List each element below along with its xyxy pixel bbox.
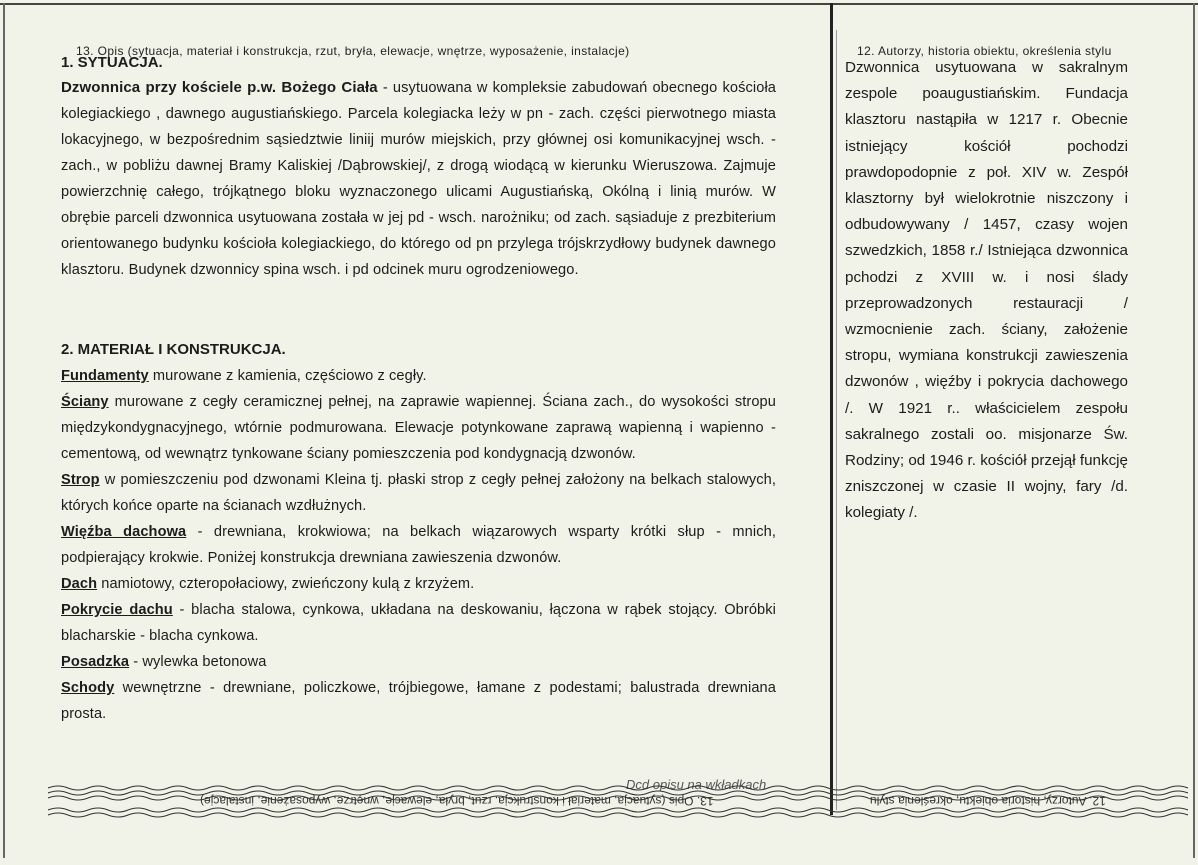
left-column-header: 13. Opis (sytuacja, materiał i konstrukcja, rzut, bryła, elewacje, wnętrze, wyposażenie, instalacje) — [76, 44, 630, 58]
item-strop — [61, 467, 776, 519]
item-label: Posadzka — [61, 654, 130, 670]
frame-left-line — [3, 3, 5, 858]
item-text: - blacha stalowa, cynkowa, układana na deskowaniu, łączona w rąbek stojący. Obróbki blacharskie - blacha cynkowa. — [61, 602, 776, 644]
item-wiezba — [61, 519, 776, 571]
column-divider — [830, 3, 833, 815]
section1-body — [61, 75, 776, 283]
item-text: - wylewka betonowa — [129, 654, 267, 670]
section1-paragraph — [61, 75, 776, 283]
item-dach — [61, 571, 776, 597]
item-posadzka — [61, 649, 776, 675]
mirrored-left-header: 13. Opis (sytuacja, materiał i konstrukcja, rzut, bryła, elewacje, wnętrze, wyposażenie, instalacje) — [200, 794, 714, 808]
item-label: Pokrycie dachu — [61, 602, 173, 618]
mirrored-right-header: 12. Autorzy, historia obiektu, określenia stylu — [870, 794, 1106, 808]
history-text: Dzwonnica usytuowana w sakralnym zespole poaugustiańskim. Fundacja klasztoru nastąpiła w 1217 r. Obecnie istniejący kościół pochodzi prawdopodopnie z poł. XIV w. Zespół klasztorny był wielokrotnie niszczony i odbudowywany / 1457, czasy wojen szwedzkich, 1858 r./ Istniejąca dzwonnica pchodzi z XVIII w. i nosi ślady przeprowadzonych restauracji / wzmocnienie zach. ściany, założenie stropu, wymiana konstrukcji zawieszenia dzwonów , więźby i pokrycia dachowego /. W 1921 r.. właścicielem zespołu sakralnego zostali oo. misjonarze Św. Rodziny; od 1946 r. kościół przejął funkcję zniszczonej w czasie II wojny, fary /d. kolegiaty /. — [845, 59, 1128, 522]
item-label: Fundamenty — [61, 368, 149, 384]
section1-lead: Dzwonnica przy kościele p.w. Bożego Ciała — [61, 79, 378, 96]
item-text: murowane z cegły ceramicznej pełnej, na zaprawie wapiennej. Ściana zach., do wysokości stropu międzykondygnacyjnego, wtórnie podmurowana. Elewacje potynkowane zaprawą wapienną i wapienno - cementową, od wewnątrz tynkowane ściany pomieszczenia pod kondygnacją dzwonów. — [61, 394, 776, 462]
item-text: wewnętrzne - drewniane, policzkowe, trójbiegowe, łamane z podestami; balustrada drewniana prosta. — [61, 680, 776, 722]
item-label: Więźba dachowa — [61, 524, 187, 540]
item-text: w pomieszczeniu pod dzwonami Kleina tj. płaski strop z cegły pełnej założony na belkach stalowych, których końce oparte na ścianach wzdłużnych. — [61, 472, 776, 514]
continuation-note: Dcd opisu na wkładkach — [626, 777, 767, 792]
column-divider-thin — [836, 30, 837, 810]
item-text: murowane z kamienia, częściowo z cegły. — [148, 368, 427, 384]
frame-top-line — [0, 3, 1198, 5]
item-text: namiotowy, czteropołaciowy, zwieńczony kulą z krzyżem. — [97, 576, 475, 592]
item-text: - drewniana, krokwiowa; na belkach wiązarowych wsparty krótki słup - mnich, podpierający krokwie. Poniżej konstrukcja drewniana zawieszenia dzwonów. — [61, 524, 776, 566]
section1-title: 1. SYTUACJA. — [61, 54, 163, 71]
item-label: Schody — [61, 680, 115, 696]
frame-right-line — [1193, 3, 1195, 858]
item-label: Strop — [61, 472, 100, 488]
item-schody — [61, 675, 776, 727]
item-label: Dach — [61, 576, 98, 592]
right-column-header: 12. Autorzy, historia obiektu, określenia stylu — [857, 44, 1112, 58]
item-sciany — [61, 389, 776, 467]
section2-body — [61, 337, 776, 727]
item-label: Ściany — [61, 394, 109, 410]
section1-text: - usytuowana w kompleksie zabudowań obecnego kościoła kolegiackiego , dawnego augustiańskiego. Parcela kolegiacka leży w pn - zach. części pierwotnego miasta lokacyjnego, w bezpośrednim sąsiedztwie liniij murów miejskich, przy głównej osi komunikacyjnej wsch. - zach., w pobliżu dawnej Bramy Kaliskiej /Dąbrowskiej/, z drogą wiodącą w kierunku Wieruszowa. Zajmuje powierzchnię całego, trójkątnego bloku wyznaczonego ulicami Augustiańską, Okólną i linią murów. W obrębie parceli dzwonnica usytuowana została w jej pd - wsch. narożniku; od zach. sąsiaduje z prezbiterium orientowanego budynku kościoła kolegiackiego, do którego od pn przylega trójskrzydłowy budynek dawnego klasztoru. Budynek dzwonnicy spina wsch. i pd odcinek muru ogrodzeniowego. — [61, 80, 776, 278]
item-fundamenty — [61, 363, 776, 389]
item-pokrycie — [61, 597, 776, 649]
section2-title: 2. MATERIAŁ I KONSTRUKCJA. — [61, 341, 286, 358]
